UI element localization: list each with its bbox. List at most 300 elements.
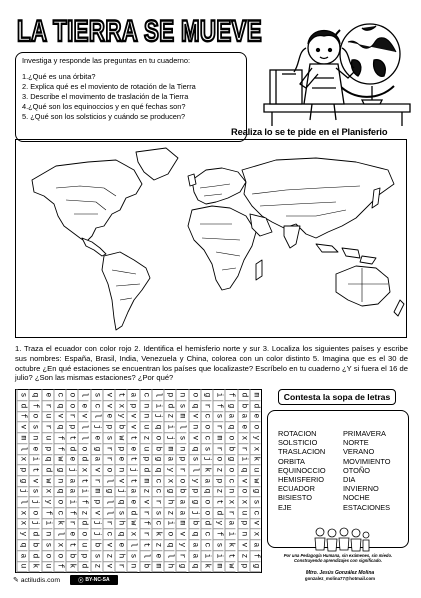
grid-letter: u — [250, 464, 261, 476]
grid-letter: r — [213, 443, 224, 455]
grid-letter: f — [66, 507, 77, 519]
grid-letter: o — [41, 550, 52, 562]
grid-letter: o — [201, 507, 212, 519]
grid-letter: s — [90, 389, 101, 401]
grid-letter: g — [17, 475, 28, 487]
north-america-shape — [32, 160, 142, 242]
grid-letter: g — [201, 389, 212, 401]
question-item: 1.¿Qué es una órbita? — [22, 72, 96, 81]
question-item: 2. Explica qué es el moviento de rotación de la Tierra — [22, 82, 196, 91]
central-america-shape — [82, 238, 106, 256]
grid-letter: v — [188, 432, 199, 444]
greenland-shape — [136, 148, 178, 180]
grid-letter: j — [29, 518, 40, 530]
grid-letter: y — [176, 539, 187, 551]
grid-letter: u — [41, 561, 52, 573]
grid-letter: q — [225, 421, 236, 433]
grid-letter: c — [90, 400, 101, 412]
license-text: BY-NC-SA — [85, 577, 110, 583]
questions-intro: Investiga y responde las preguntas en tu cuaderno: — [22, 56, 191, 65]
grid-letter: h — [164, 496, 175, 508]
grid-letter: b — [176, 486, 187, 498]
grid-letter: z — [213, 464, 224, 476]
grid-letter: o — [164, 528, 175, 540]
grid-letter: j — [17, 486, 28, 498]
grid-letter: n — [225, 486, 236, 498]
grid-letter: i — [237, 453, 248, 465]
grid-letter: l — [17, 496, 28, 508]
grid-letter: q — [115, 528, 126, 540]
grid-letter: o — [250, 421, 261, 433]
grid-letter: l — [103, 475, 114, 487]
word-item: ORBITA — [278, 456, 305, 466]
word-list-column-1 — [278, 429, 326, 512]
grid-letter: j — [115, 486, 126, 498]
grid-letter: l — [164, 550, 175, 562]
grid-letter: c — [250, 507, 261, 519]
grid-letter: t — [127, 432, 138, 444]
grid-letter: b — [225, 443, 236, 455]
grid-letter: r — [66, 411, 77, 423]
planisferio-instruction: Realiza lo se te pide en el Planisferio — [231, 127, 388, 137]
grid-letter: k — [66, 561, 77, 573]
grid-letter: o — [66, 389, 77, 401]
grid-letter: v — [127, 421, 138, 433]
grid-letter: s — [103, 432, 114, 444]
word-item: MOVIMIENTO — [343, 456, 391, 466]
grid-letter: c — [152, 486, 163, 498]
grid-letter: i — [78, 486, 89, 498]
word-item: DIA — [343, 475, 356, 485]
grid-letter: s — [17, 389, 28, 401]
grid-letter: f — [250, 550, 261, 562]
grid-letter: m — [250, 389, 261, 401]
grid-letter: x — [54, 539, 65, 551]
grid-letter: t — [225, 550, 236, 562]
grid-letter: c — [201, 411, 212, 423]
grid-letter: a — [250, 539, 261, 551]
grid-letter: u — [237, 507, 248, 519]
grid-letter: r — [213, 421, 224, 433]
grid-letter: f — [213, 400, 224, 412]
grid-letter: o — [103, 464, 114, 476]
actiludis-icon: ✎ — [13, 577, 19, 584]
grid-letter: x — [17, 518, 28, 530]
grid-letter: e — [66, 453, 77, 465]
grid-letter: x — [237, 432, 248, 444]
grid-letter: c — [54, 507, 65, 519]
page-title — [15, 10, 265, 50]
grid-letter: i — [164, 421, 175, 433]
grid-letter: a — [164, 453, 175, 465]
grid-letter: q — [164, 539, 175, 551]
word-item: ESTACIONES — [343, 502, 391, 512]
grid-letter: v — [176, 528, 187, 540]
grid-letter: l — [152, 389, 163, 401]
grid-letter: p — [41, 443, 52, 455]
grid-letter: a — [225, 518, 236, 530]
word-item: EJE — [278, 502, 292, 512]
grid-letter: l — [78, 421, 89, 433]
grid-letter: q — [29, 389, 40, 401]
grid-letter: b — [139, 561, 150, 573]
grid-letter: h — [115, 550, 126, 562]
grid-letter: s — [213, 539, 224, 551]
grid-letter: g — [250, 486, 261, 498]
grid-letter: q — [152, 421, 163, 433]
grid-letter: s — [201, 443, 212, 455]
grid-letter: c — [201, 528, 212, 540]
grid-letter: q — [17, 539, 28, 551]
grid-letter: f — [17, 411, 28, 423]
grid-letter: t — [66, 432, 77, 444]
grid-letter: f — [54, 443, 65, 455]
grid-letter: d — [201, 518, 212, 530]
grid-letter: w — [127, 518, 138, 530]
grid-letter: o — [78, 528, 89, 540]
grid-letter: w — [41, 475, 52, 487]
grid-letter: e — [115, 539, 126, 551]
grid-letter: p — [188, 486, 199, 498]
grid-letter: d — [41, 464, 52, 476]
title-text: LA TIERRA SE MUEVE — [17, 15, 262, 48]
grid-letter: u — [139, 421, 150, 433]
grid-letter: z — [103, 550, 114, 562]
grid-letter: k — [29, 561, 40, 573]
grid-letter: c — [54, 389, 65, 401]
grid-letter: y — [115, 411, 126, 423]
word-item: ECUADOR — [278, 484, 315, 494]
grid-letter: y — [213, 518, 224, 530]
grid-letter: y — [41, 496, 52, 508]
grid-letter: b — [115, 421, 126, 433]
grid-letter: v — [90, 507, 101, 519]
grid-letter: n — [139, 400, 150, 412]
word-item: TRASLACION — [278, 447, 326, 457]
grid-letter: s — [213, 411, 224, 423]
grid-letter: l — [78, 432, 89, 444]
grid-letter: z — [152, 539, 163, 551]
grid-letter: n — [176, 443, 187, 455]
grid-letter: n — [176, 389, 187, 401]
children-illustration — [312, 526, 370, 554]
grid-letter: n — [29, 432, 40, 444]
grid-letter: f — [139, 518, 150, 530]
author-name: Mtro. Jesús González Molina — [305, 570, 375, 576]
grid-letter: y — [188, 475, 199, 487]
grid-letter: s — [41, 539, 52, 551]
grid-letter: c — [152, 518, 163, 530]
grid-letter: t — [127, 475, 138, 487]
grid-letter: q — [54, 486, 65, 498]
grid-letter: o — [201, 496, 212, 508]
grid-letter: i — [164, 518, 175, 530]
grid-letter: v — [127, 411, 138, 423]
grid-letter: c — [201, 539, 212, 551]
grid-letter: r — [225, 507, 236, 519]
grid-letter: m — [164, 443, 175, 455]
word-search-grid — [15, 389, 262, 573]
grid-letter: e — [41, 389, 52, 401]
grid-letter: d — [78, 453, 89, 465]
grid-letter: d — [78, 561, 89, 573]
grid-letter: o — [29, 411, 40, 423]
grid-letter: z — [164, 507, 175, 519]
grid-letter: o — [29, 507, 40, 519]
word-item: BISIESTO — [278, 493, 312, 503]
questions-box — [15, 52, 247, 142]
australia-shape — [336, 266, 390, 306]
grid-letter: b — [29, 539, 40, 551]
grid-letter: g — [152, 453, 163, 465]
grid-letter: a — [201, 475, 212, 487]
grid-letter: g — [54, 464, 65, 476]
grid-letter: x — [250, 528, 261, 540]
grid-letter: g — [225, 453, 236, 465]
grid-letter: v — [250, 518, 261, 530]
word-item: NORTE — [343, 438, 369, 448]
grid-letter: r — [139, 528, 150, 540]
grid-letter: x — [17, 453, 28, 465]
grid-letter: x — [225, 496, 236, 508]
grid-letter: x — [237, 496, 248, 508]
grid-letter: f — [29, 400, 40, 412]
grid-letter: r — [41, 421, 52, 433]
grid-letter: n — [127, 561, 138, 573]
grid-letter: x — [164, 475, 175, 487]
grid-letter: c — [201, 432, 212, 444]
grid-letter: s — [115, 507, 126, 519]
grid-letter: a — [188, 539, 199, 551]
grid-letter: v — [29, 475, 40, 487]
grid-letter: r — [103, 518, 114, 530]
grid-letter: q — [237, 464, 248, 476]
grid-letter: a — [66, 475, 77, 487]
grid-letter: z — [213, 486, 224, 498]
author-credit — [270, 571, 410, 581]
grid-letter: l — [188, 464, 199, 476]
grid-letter: d — [17, 400, 28, 412]
grid-letter: d — [127, 507, 138, 519]
grid-letter: q — [115, 496, 126, 508]
grid-letter: r — [152, 496, 163, 508]
grid-letter: x — [17, 507, 28, 519]
grid-letter: v — [103, 389, 114, 401]
grid-letter: o — [66, 400, 77, 412]
grid-letter: a — [17, 550, 28, 562]
grid-letter: j — [90, 528, 101, 540]
grid-letter: b — [152, 443, 163, 455]
grid-letter: d — [237, 389, 248, 401]
word-list-column-2 — [343, 429, 391, 512]
europe-shape — [192, 168, 246, 204]
grid-letter: v — [103, 561, 114, 573]
grid-letter: r — [176, 550, 187, 562]
grid-letter: i — [66, 496, 77, 508]
girl-with-globe-illustration — [262, 8, 412, 130]
grid-letter: s — [29, 486, 40, 498]
grid-letter: x — [127, 528, 138, 540]
grid-letter: g — [103, 486, 114, 498]
grid-letter: m — [176, 518, 187, 530]
grid-letter: k — [250, 453, 261, 465]
license-badge — [70, 575, 118, 585]
grid-letter: q — [41, 453, 52, 465]
grid-letter: i — [29, 453, 40, 465]
word-item: SOLSTICIO — [278, 438, 318, 448]
grid-letter: c — [225, 475, 236, 487]
grid-letter: y — [17, 528, 28, 540]
word-item: ROTACION — [278, 429, 317, 438]
grid-letter: u — [41, 411, 52, 423]
grid-letter: l — [54, 528, 65, 540]
grid-letter: e — [250, 411, 261, 423]
grid-letter: f — [41, 507, 52, 519]
grid-letter: z — [90, 561, 101, 573]
grid-letter: z — [78, 507, 89, 519]
grid-letter: p — [66, 421, 77, 433]
grid-letter: e — [115, 453, 126, 465]
grid-letter: l — [90, 411, 101, 423]
grid-letter: t — [66, 539, 77, 551]
grid-letter: x — [78, 464, 89, 476]
grid-letter: o — [237, 486, 248, 498]
grid-letter: e — [127, 496, 138, 508]
grid-letter: t — [78, 475, 89, 487]
grid-letter: i — [201, 550, 212, 562]
questions-list — [22, 72, 240, 122]
grid-letter: p — [127, 400, 138, 412]
question-item: 4.¿Qué son los equinoccios y en qué fechas son? — [22, 102, 186, 111]
grid-letter: v — [139, 496, 150, 508]
actiludis-text: actiludis.com — [20, 576, 60, 584]
actiludis-logo — [13, 576, 60, 584]
grid-letter: d — [139, 464, 150, 476]
grid-letter: i — [213, 550, 224, 562]
grid-letter: i — [213, 389, 224, 401]
grid-letter: c — [103, 528, 114, 540]
grid-letter: t — [139, 539, 150, 551]
grid-letter: z — [164, 411, 175, 423]
grid-letter: f — [54, 561, 65, 573]
grid-letter: v — [90, 464, 101, 476]
grid-letter: v — [103, 539, 114, 551]
grid-letter: e — [103, 411, 114, 423]
grid-letter: w — [54, 453, 65, 465]
grid-letter: o — [176, 475, 187, 487]
word-item: NOCHE — [343, 493, 370, 503]
grid-letter: m — [17, 432, 28, 444]
grid-letter: a — [176, 496, 187, 508]
grid-letter: s — [176, 432, 187, 444]
question-item: 5. ¿Qué son los solsticios y cuándo se producen? — [22, 112, 186, 121]
grid-letter: p — [237, 518, 248, 530]
grid-letter: v — [237, 539, 248, 551]
grid-letter: u — [139, 443, 150, 455]
grid-letter: r — [66, 518, 77, 530]
grid-letter: q — [188, 400, 199, 412]
word-search-title: Contesta la sopa de letras — [278, 389, 396, 405]
south-america-shape — [102, 252, 150, 330]
grid-letter: p — [213, 475, 224, 487]
grid-letter: u — [41, 432, 52, 444]
grid-letter: q — [54, 400, 65, 412]
grid-letter: s — [188, 453, 199, 465]
grid-letter: q — [188, 561, 199, 573]
grid-letter: d — [250, 400, 261, 412]
grid-letter: v — [103, 400, 114, 412]
grid-letter: p — [176, 453, 187, 465]
grid-letter: s — [127, 550, 138, 562]
grid-letter: s — [176, 400, 187, 412]
grid-letter: o — [188, 389, 199, 401]
grid-letter: z — [139, 432, 150, 444]
grid-letter: j — [90, 421, 101, 433]
grid-letter: k — [54, 518, 65, 530]
grid-letter: w — [115, 432, 126, 444]
grid-letter: r — [103, 443, 114, 455]
pedagogia-line-1: Por una Pedagogía Humana, sin exámenes, sin miedo. — [283, 553, 393, 558]
grid-letter: j — [90, 518, 101, 530]
question-item: 3. Describe el movimento de traslación de la Tierra — [22, 92, 189, 101]
instructions-text: 1. Traza el ecuador con color rojo 2. Identifica el hemisferio norte y sur 3. Localiza los siguientes países y escribe sus nombres: España, Brasil, India, Venezuela y China, colorea con un color distinto 5. Imagina que es el 30 de octubre ¿En qué estaciones se encuentran los países que localizaste? Escríbelo en tu cuaderno ¿Y si fuera el 16 de julio? ¿Son las mismas estaciones? ¿Por qué? — [15, 344, 408, 383]
grid-letter: s — [250, 496, 261, 508]
grid-letter: m — [90, 486, 101, 498]
grid-letter: l — [17, 443, 28, 455]
grid-letter: z — [237, 550, 248, 562]
grid-letter: r — [201, 400, 212, 412]
grid-letter: m — [213, 561, 224, 573]
grid-letter: p — [103, 421, 114, 433]
grid-letter: p — [115, 443, 126, 455]
grid-letter: n — [188, 421, 199, 433]
grid-letter: g — [188, 496, 199, 508]
grid-letter: f — [54, 432, 65, 444]
world-map — [15, 139, 407, 338]
grid-letter: n — [115, 464, 126, 476]
grid-letter: f — [78, 496, 89, 508]
grid-letter: n — [237, 528, 248, 540]
grid-letter: o — [78, 443, 89, 455]
grid-letter: e — [29, 443, 40, 455]
grid-letter: a — [127, 486, 138, 498]
grid-letter: r — [176, 464, 187, 476]
grid-letter: d — [213, 507, 224, 519]
grid-letter: h — [115, 518, 126, 530]
grid-letter: j — [127, 464, 138, 476]
word-item: OTOÑO — [343, 465, 370, 475]
grid-letter: t — [115, 389, 126, 401]
author-email: gonzalez_molina77@hotmail.com — [304, 576, 376, 581]
grid-letter: s — [152, 507, 163, 519]
grid-letter: e — [78, 400, 89, 412]
grid-letter: a — [188, 550, 199, 562]
grid-letter: l — [139, 550, 150, 562]
grid-letter: b — [188, 518, 199, 530]
grid-letter: k — [201, 561, 212, 573]
word-item: HEMISFERIO — [278, 475, 324, 485]
grid-letter: b — [90, 539, 101, 551]
grid-letter: q — [188, 528, 199, 540]
grid-letter: p — [90, 496, 101, 508]
grid-letter: q — [188, 443, 199, 455]
grid-letter: p — [17, 464, 28, 476]
grid-letter: j — [164, 432, 175, 444]
grid-letter: l — [127, 539, 138, 551]
grid-letter: g — [176, 561, 187, 573]
grid-letter: q — [152, 464, 163, 476]
grid-letter: r — [103, 453, 114, 465]
